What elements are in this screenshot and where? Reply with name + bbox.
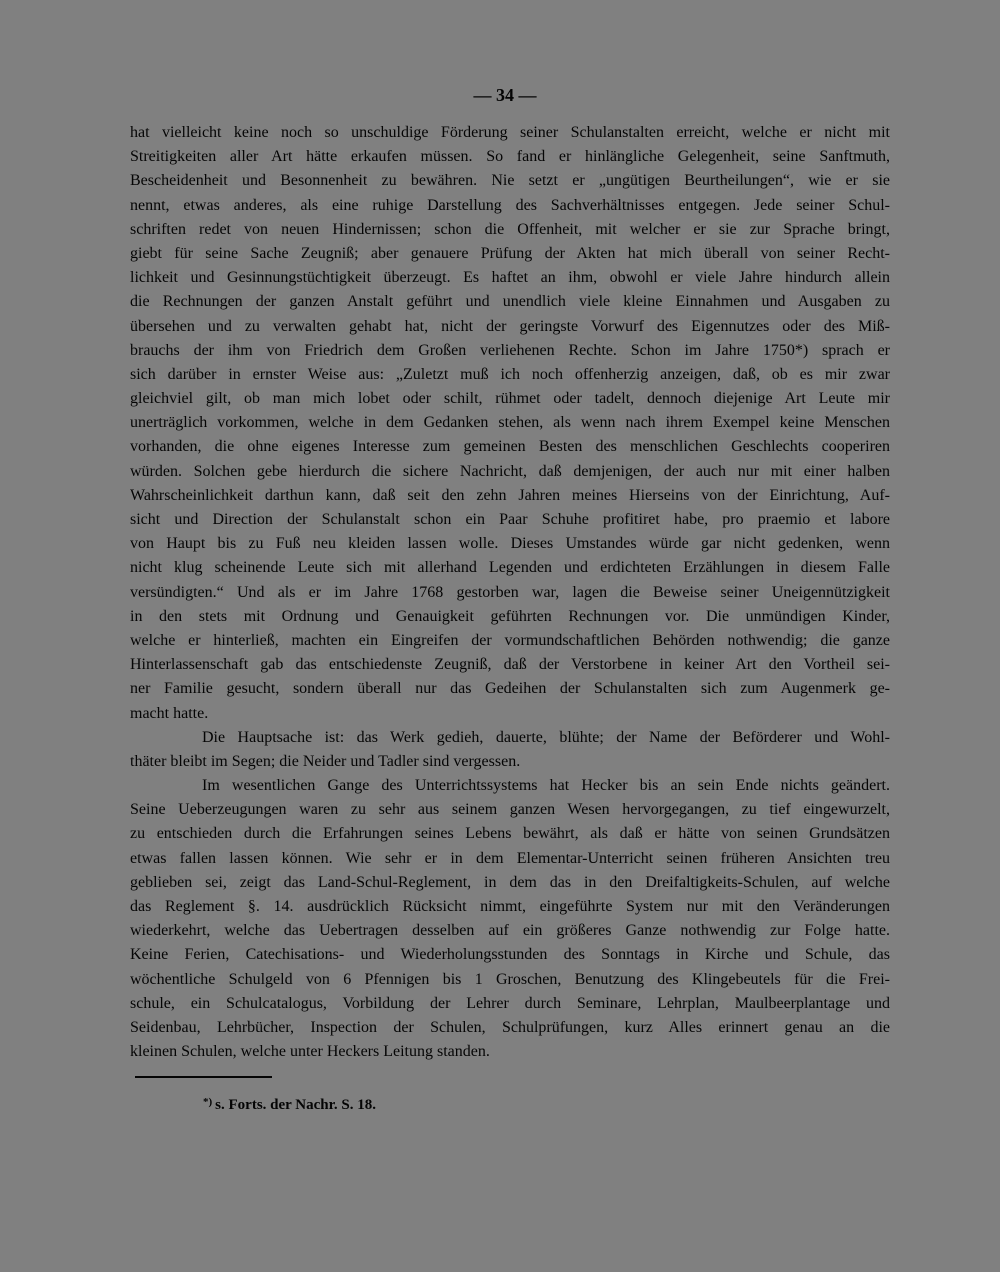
text-line: geblieben sei, zeigt das Land-Schul-Reglement, in dem das in den Dreifaltigkeits-Schulen, auf welche xyxy=(130,873,890,891)
text-line: Keine Ferien, Catechisations- und Wiederholungsstunden des Sonntags in Kirche und Schule, das xyxy=(130,946,890,964)
text-line: würden. Solchen gebe hierdurch die sichere Nachricht, daß demjenigen, der auch nur mit einer halben xyxy=(130,462,890,480)
text-line: Wahrscheinlichkeit darthun kann, daß seit den zehn Jahren meines Hierseins von der Einrichtung, Auf- xyxy=(130,486,890,504)
text-line: Die Hauptsache ist: das Werk gedieh, dauerte, blühte; der Name der Beförderer und Wohl- xyxy=(202,728,890,746)
text-line: Seine Ueberzeugungen waren zu sehr aus seinem ganzen Wesen hervorgegangen, zu tief eingewurzelt, xyxy=(130,801,890,819)
text-line: sicht und Direction der Schulanstalt schon ein Paar Schuhe profitiret habe, pro praemio et labore xyxy=(130,511,890,528)
text-line: das Reglement §. 14. ausdrücklich Rücksicht nimmt, eingeführte System nur mit den Veränderungen xyxy=(130,898,890,915)
footnote-marker: *) xyxy=(203,1096,213,1108)
text-line: Streitigkeiten aller Art hätte erkaufen müssen. So fand er hinlängliche Gelegenheit, seine Sanftmuth, xyxy=(130,148,890,166)
text-line: brauchs der ihm von Friedrich dem Großen verliehenen Rechte. Schon im Jahre 1750*) sprach er xyxy=(130,341,890,359)
text-line: Hinterlassenschaft gab das entschiedenste Zeugniß, daß der Verstorbene in keiner Art den Vortheil sei- xyxy=(130,656,890,674)
text-line: giebt für seine Sache Zeugniß; aber genauere Prüfung der Akten hat mich überall von seiner Recht- xyxy=(130,244,890,262)
text-line: übersehen und zu verwalten gehabt hat, nicht der geringste Vorwurf des Eigennutzes oder des Miß- xyxy=(130,317,890,335)
text-line: wiederkehrt, welche das Uebertragen desselben auf ein größeres Ganze nothwendig zur Folge hatte. xyxy=(130,922,890,940)
text-line: kleinen Schulen, welche unter Heckers Leitung standen. xyxy=(130,1043,490,1061)
text-line: wöchentliche Schulgeld von 6 Pfennigen bis 1 Groschen, Benutzung des Klingebeutels für die Frei- xyxy=(130,970,890,988)
text-line: schule, ein Schulcatalogus, Vorbildung der Lehrer durch Seminare, Lehrplan, Maulbeerplantage und xyxy=(130,994,890,1012)
page-number: — 34 — xyxy=(473,85,537,105)
text-line: ner Familie gesucht, sondern überall nur das Gedeihen der Schulanstalten sich zum Augenmerk ge- xyxy=(130,680,890,698)
text-line: Im wesentlichen Gange des Unterrichtssystems hat Hecker bis an sein Ende nichts geändert. xyxy=(202,777,890,795)
text-line: von Haupt bis zu Fuß neu kleiden lassen wolle. Dieses Umstandes würde gar nicht gedenken, wenn xyxy=(130,535,890,553)
text-line: vorhanden, die ohne eigenes Interesse zum gemeinen Besten des menschlichen Geschlechts cooperiren xyxy=(130,438,890,456)
footnote-text: s. Forts. der Nachr. S. 18. xyxy=(215,1097,377,1113)
text-line: lichkeit und Gesinnungstüchtigkeit überzeugt. Es haftet an ihm, obwohl er viele Jahre hindurch allein xyxy=(130,269,890,287)
text-line: welche er hinterließ, machten ein Eingreifen der vormundschaftlichen Behörden nothwendig; die ganze xyxy=(130,631,890,649)
text-line: zu entschieden durch die Erfahrungen seines Lebens bewährt, als daß er hätte von seinen Grundsätzen xyxy=(130,825,890,843)
text-line: macht hatte. xyxy=(130,704,209,722)
text-line: unerträglich vorkommen, welche in dem Gedanken stehen, als wenn nach ihrem Exempel keine Menschen xyxy=(130,414,890,432)
text-line: die Rechnungen der ganzen Anstalt geführt und unendlich viele kleine Einnahmen und Ausgaben zu xyxy=(130,293,890,311)
text-line: versündigten.“ Und als er im Jahre 1768 gestorben war, lagen die Beweise seiner Uneigennützigkeit xyxy=(130,583,890,601)
text-line: gleichviel gilt, ob man mich lobet oder schilt, rühmet oder tadelt, dennoch diejenige Art Leute mir xyxy=(130,390,890,408)
text-line: in den stets mit Ordnung und Genauigkeit geführten Rechnungen vor. Die unmündigen Kinder, xyxy=(130,607,890,625)
text-line: thäter bleibt im Segen; die Neider und Tadler sind vergessen. xyxy=(130,752,521,770)
text-line: nennt, etwas anderes, als eine ruhige Darstellung des Sachverhältnisses entgegen. Jede seiner Schul- xyxy=(130,196,890,214)
footnote xyxy=(203,1090,376,1117)
footnote-divider xyxy=(135,1076,272,1078)
text-line: schriften redet von neuen Hindernissen; schon die Offenheit, mit welcher er sie zur Sprache bringt, xyxy=(130,220,890,238)
text-line: sich darüber in ernster Weise aus: „Zuletzt muß ich noch offenherzig anzeigen, daß, ob es mir zwar xyxy=(130,365,890,383)
text-line: etwas fallen lassen können. Wie sehr er in dem Elementar-Unterricht seinen früheren Ansichten treu xyxy=(130,849,890,867)
body-text xyxy=(130,121,890,1064)
text-line: hat vielleicht keine noch so unschuldige Förderung seiner Schulanstalten erreicht, welche er nicht mit xyxy=(130,124,890,141)
text-line: Seidenbau, Lehrbücher, Inspection der Schulen, Schulprüfungen, kurz Alles erinnert genau an die xyxy=(130,1018,890,1036)
text-line: nicht klug scheinende Leute sich mit allerhand Legenden und erdichteten Erzählungen in diesem Falle xyxy=(130,559,890,577)
text-line: Bescheidenheit und Besonnenheit zu bewähren. Nie setzt er „ungütigen Beurtheilungen“, wie er sie xyxy=(130,172,890,190)
